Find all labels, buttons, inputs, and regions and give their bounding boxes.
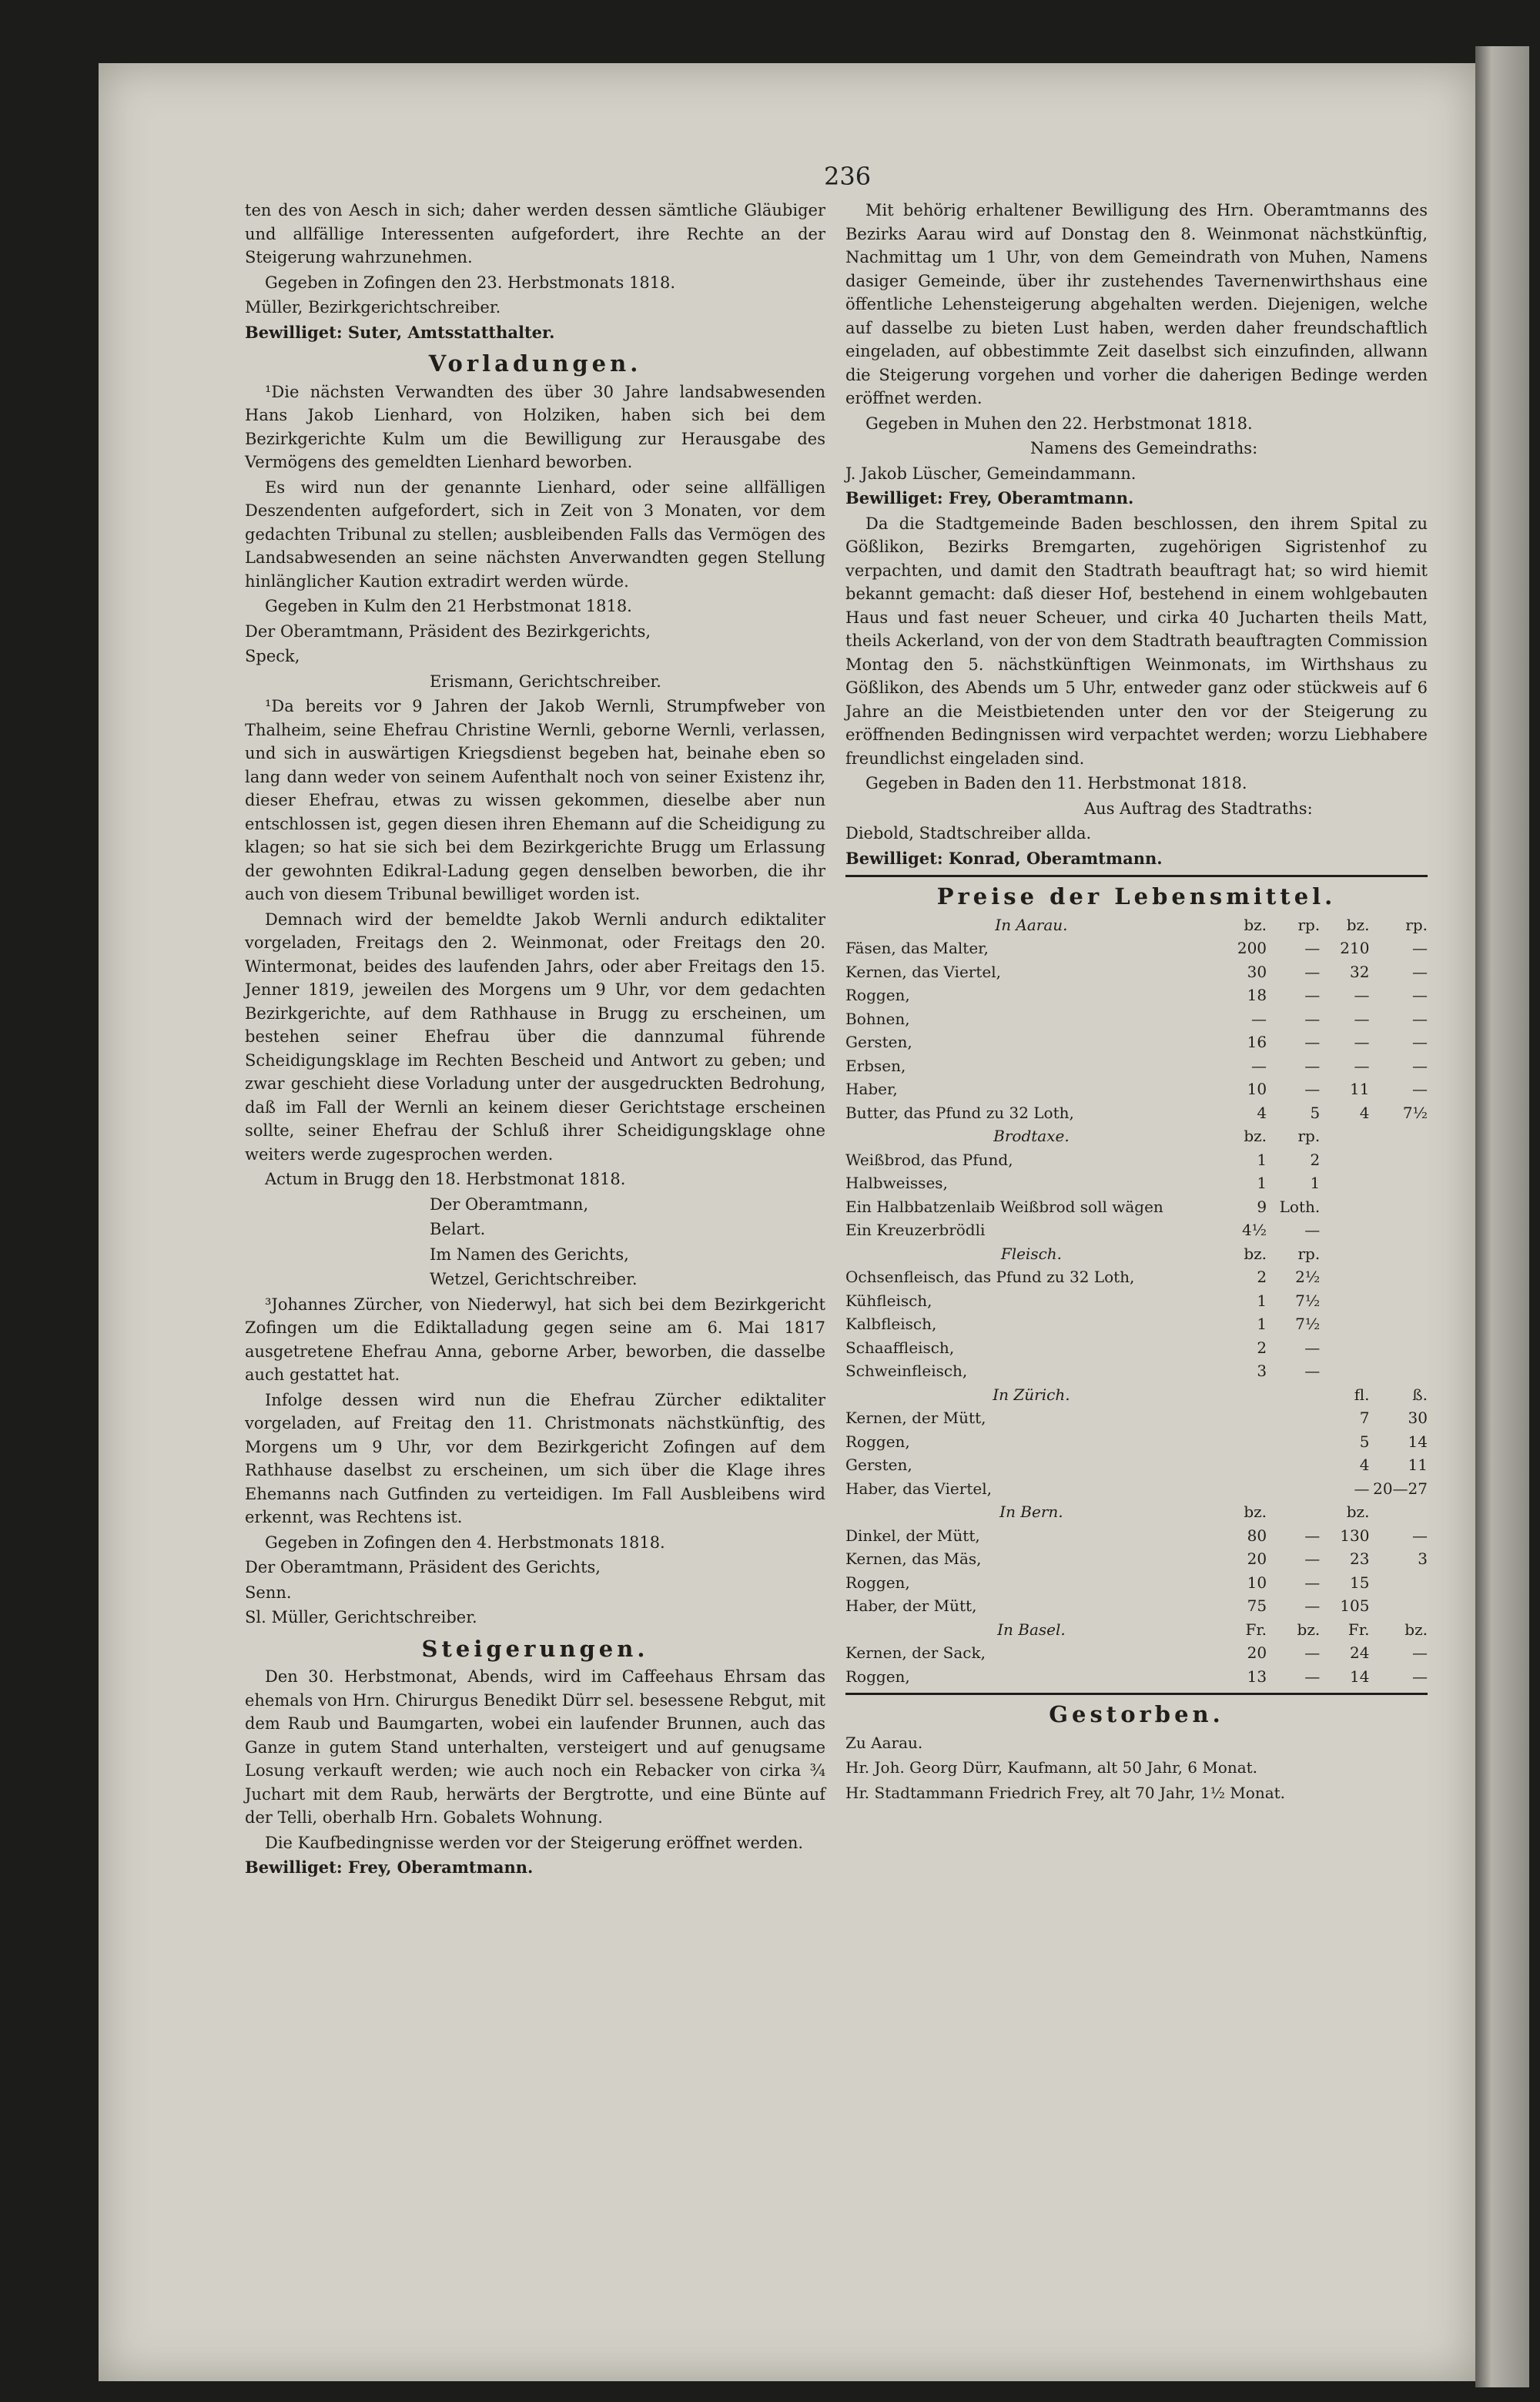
price-item-label: In Basel. [997, 1620, 1066, 1639]
price-value [1320, 1359, 1369, 1383]
price-value: — [1412, 1667, 1428, 1686]
summons-2-signature-2: Belart. [430, 1220, 486, 1238]
price-value [1369, 1312, 1428, 1336]
price-item-label: Fäsen, das Malter, [845, 939, 989, 957]
price-value [1369, 1265, 1428, 1289]
price-item-label: Kalbfleisch, [845, 1315, 937, 1333]
price-value [1267, 1453, 1320, 1477]
price-item-label: Brodtaxe. [993, 1127, 1070, 1145]
price-item-label: Kernen, der Mütt, [845, 1409, 986, 1427]
intro-signer: Müller, Bezirkgerichtschreiber. [245, 298, 501, 317]
price-table-row [845, 1289, 1428, 1313]
price-value: — [1354, 1056, 1370, 1075]
price-table-row [845, 1524, 1428, 1548]
summons-1-text: ¹Die nächsten Verwandten des über 30 Jahre landsabwesenden Hans Jakob Lienhard, von Holziken, haben sich bei dem Bezirkgerichte Kulm um die Bewilligung zur Herausgabe des Vermögens des gemeldten Lienhard beworben. [245, 382, 825, 471]
price-value [1267, 1406, 1320, 1430]
price-item-label: Roggen, [845, 1573, 910, 1592]
price-value: — [1354, 1033, 1370, 1051]
price-item-label: Kernen, der Sack, [845, 1643, 986, 1662]
price-value: — [1304, 1338, 1321, 1357]
price-table-row [845, 1265, 1428, 1289]
price-value: 23 [1349, 1549, 1370, 1568]
price-value [1320, 1265, 1369, 1289]
left-column [245, 199, 825, 1881]
summons-2-text-2: Demnach wird der bemeldte Jakob Wernli andurch ediktaliter vorgeladen, Freitags den 2. Weinmonat, oder Freitags den 20. Wintermonat, beides des laufenden Jahrs, oder aber Freitags den 15. Jenner 1819, jeweilen des Morgens um 9 Uhr, vor dem gedachten Bezirkgerichte, auf dem Rathhause in Brugg zu erscheinen, um bestehen seiner Ehefrau über die dannzumal führende Scheidigungsklage im Rechten Bescheid und Antwort zu geben; und zwar geschieht diese Vorladung unter der ausgedruckten Bedrohung, daß im Fall der Wernli an keinem dieser Gerichtstage erscheinen sollte, seiner Ehefrau der Schluß ihrer Scheidigungsklage ohne weiters werde zugesprochen werden. [245, 910, 825, 1164]
deaths-place: Zu Aarau. [845, 1733, 923, 1752]
price-value: 14 [1408, 1432, 1428, 1451]
price-item-label: Roggen, [845, 1432, 910, 1451]
summons-3-text: ³Johannes Zürcher, von Niederwyl, hat sich bei dem Bezirkgericht Zofingen um die Ediktalladung gegen seine am 6. Mai 1817 ausgetretene Ehefrau Anna, geborne Arber, beworben, die dasselbe auch gestattet hat. [245, 1295, 825, 1384]
price-value [1320, 1195, 1369, 1219]
death-entry: Hr. Stadtammann Friedrich Frey, alt 70 Jahr, 1½ Monat. [845, 1783, 1286, 1802]
price-value: rp. [1405, 915, 1428, 934]
price-value: bz. [1346, 915, 1370, 934]
price-item-label: In Zürich. [993, 1385, 1070, 1404]
price-value: 18 [1247, 986, 1267, 1004]
price-table-row [845, 1547, 1428, 1571]
price-table-row [845, 1030, 1428, 1054]
price-value: — [1304, 1080, 1321, 1098]
price-item-label: Halbweisses, [845, 1174, 948, 1192]
price-value: ß. [1412, 1385, 1428, 1404]
summons-2-date: Actum in Brugg den 18. Herbstmonat 1818. [265, 1170, 626, 1188]
price-table-row [845, 1195, 1428, 1219]
price-value [1267, 1477, 1320, 1501]
price-value [1369, 1594, 1428, 1618]
price-table-row [845, 1171, 1428, 1195]
summons-2-signature-4: Wetzel, Gerichtschreiber. [430, 1270, 638, 1288]
death-entry: Hr. Joh. Georg Dürr, Kaufmann, alt 50 Jahr, 6 Monat. [845, 1758, 1258, 1777]
price-value: — [1304, 1526, 1321, 1545]
price-table-row [845, 1148, 1428, 1172]
price-value: 4 [1257, 1103, 1267, 1122]
price-value: — [1304, 1549, 1321, 1568]
price-value: — [1304, 1009, 1321, 1028]
price-value: 1 [1257, 1150, 1267, 1169]
price-item-label: Weißbrod, das Pfund, [845, 1150, 1013, 1169]
price-table-row [845, 1007, 1428, 1031]
auction-1-text: Den 30. Herbstmonat, Abends, wird im Caffeehaus Ehrsam das ehemals von Hrn. Chirurgus Benedikt Dürr sel. besessene Rebgut, mit dem Raub und Baumgarten, wobei ein laufender Brunnen, auch das Ganze in gutem Stand unterhalten, versteigert und auf genugsame Losung verkauft werden; wie auch noch ein Rebacker von cirka ¾ Juchart mit dem Raub, herwärts der Bergtrotte, und eine Bünte auf der Telli, oberhalb Hrn. Gobalets Wohnung. [245, 1667, 825, 1827]
price-table-row [845, 1054, 1428, 1078]
price-value: 1 [1310, 1174, 1321, 1192]
section-heading-prices: Preise der Lebensmittel. [936, 883, 1337, 910]
price-value: 11 [1349, 1080, 1370, 1098]
summons-3-signature-2: Senn. [245, 1583, 292, 1602]
price-value: 11 [1408, 1456, 1428, 1474]
price-value: — [1304, 962, 1321, 981]
price-value [1369, 1336, 1428, 1360]
price-table-row [845, 983, 1428, 1007]
price-value: 130 [1340, 1526, 1370, 1545]
price-value: 200 [1237, 939, 1267, 957]
price-value: bz. [1244, 915, 1267, 934]
summons-3-date: Gegeben in Zofingen den 4. Herbstmonats 1818. [265, 1533, 665, 1552]
price-item-label: Ein Kreuzerbrödli [845, 1221, 986, 1239]
price-value: 9 [1257, 1197, 1267, 1216]
price-table-row [845, 960, 1428, 984]
price-item-label: Schaaffleisch, [845, 1338, 955, 1357]
price-value: 20 [1247, 1643, 1267, 1662]
price-item-label: Kernen, das Viertel, [845, 962, 1001, 981]
price-value: — [1412, 1033, 1428, 1051]
price-value: 15 [1349, 1573, 1370, 1592]
price-value [1369, 1571, 1428, 1595]
next-page-edge [1475, 46, 1529, 2387]
price-item-label: Haber, das Viertel, [845, 1479, 992, 1498]
price-value: 20—27 [1373, 1479, 1428, 1498]
price-value [1217, 1383, 1267, 1407]
price-value: 30 [1247, 962, 1267, 981]
price-value: 30 [1408, 1409, 1428, 1427]
price-value: — [1412, 939, 1428, 957]
price-value: — [1354, 986, 1370, 1004]
price-table-subheader [845, 1242, 1428, 1266]
summons-3-signature-3: Sl. Müller, Gerichtschreiber. [245, 1608, 477, 1626]
price-item-label: Gersten, [845, 1033, 912, 1051]
auction-2-signature-2: J. Jakob Lüscher, Gemeindammann. [845, 464, 1137, 483]
price-value: 14 [1349, 1667, 1370, 1686]
price-value: bz. [1297, 1620, 1321, 1639]
price-value: 3 [1418, 1549, 1428, 1568]
price-value [1320, 1148, 1369, 1172]
price-value [1217, 1453, 1267, 1477]
price-value: 5 [1310, 1103, 1321, 1122]
price-value: 2 [1310, 1150, 1321, 1169]
price-table-row [845, 1359, 1428, 1383]
price-value: 10 [1247, 1080, 1267, 1098]
price-value [1369, 1195, 1428, 1219]
price-table-subheader [845, 1383, 1428, 1407]
price-value: — [1251, 1056, 1267, 1075]
summons-3-text-2: Infolge dessen wird nun die Ehefrau Zürcher ediktaliter vorgeladen, auf Freitag den 11. Christmonats nächstkünftig, des Morgens um 9 Uhr, vor dem Bezirkgericht Zofingen auf dem Rathhause daselbst zu erscheinen, um sich über die Klage ihres Ehemanns nach Gutfinden zu verteidigen. Im Fall Ausbleibens wird erkennt, was Rechtens ist. [245, 1390, 825, 1526]
price-value: — [1304, 1596, 1321, 1615]
summons-1-signature-3: Erismann, Gerichtschreiber. [430, 672, 661, 691]
price-item-label: Ein Halbbatzenlaib Weißbrod soll wägen [845, 1197, 1163, 1216]
price-value: 105 [1340, 1596, 1370, 1615]
price-table-row [845, 1641, 1428, 1665]
price-value: 75 [1247, 1596, 1267, 1615]
price-value [1267, 1500, 1320, 1524]
price-table-row [845, 1453, 1428, 1477]
price-value: — [1304, 1573, 1321, 1592]
price-table-row [845, 1665, 1428, 1689]
auction-2-signature-1: Namens des Gemeindraths: [1030, 439, 1258, 457]
lease-notice-signature-1: Aus Auftrag des Stadtraths: [1084, 799, 1313, 818]
price-value [1369, 1289, 1428, 1313]
price-value: bz. [1244, 1244, 1267, 1263]
price-value [1320, 1242, 1369, 1266]
price-item-label: In Bern. [999, 1503, 1063, 1521]
price-item-label: Fleisch. [1000, 1244, 1063, 1263]
auction-2-date: Gegeben in Muhen den 22. Herbstmonat 1818. [865, 414, 1253, 433]
price-value: 2½ [1295, 1268, 1321, 1286]
price-item-label: Bohnen, [845, 1009, 910, 1028]
price-item-label: Gersten, [845, 1456, 912, 1474]
price-value [1369, 1500, 1428, 1524]
price-value [1369, 1124, 1428, 1148]
price-table-row [845, 936, 1428, 960]
price-item-label: Ochsenfleisch, das Pfund zu 32 Loth, [845, 1268, 1135, 1286]
price-value: 1 [1257, 1174, 1267, 1192]
page-number: 236 [824, 162, 872, 191]
price-value: — [1412, 962, 1428, 981]
price-table-row [845, 1218, 1428, 1242]
price-value [1320, 1312, 1369, 1336]
summons-2-text: ¹Da bereits vor 9 Jahren der Jakob Wernli, Strumpfweber von Thalheim, seine Ehefrau Christine Wernli, geborne Wernli, verlassen, und sich in auswärtigen Kriegsdienst begeben hat, beinahe eben so lang dann weder von seinem Aufenthalt noch von seiner Existenz ihr, dieser Ehefrau, etwas zu wissen gekommen, dieselbe aber nun entschlossen ist, gegen diesen ihren Ehemann auf die Scheidigung zu klagen; so hat sie sich bei dem Bezirkgerichte Brugg um Erlassung der gewohnten Edikral-Ladung gegen denselben beworben, die ihr auch von diesem Tribunal bewilliget worden ist. [245, 697, 825, 903]
price-value: 4 [1359, 1456, 1370, 1474]
price-value [1369, 1148, 1428, 1172]
price-value: 7½ [1295, 1291, 1321, 1310]
price-value: — [1304, 1033, 1321, 1051]
price-value: — [1251, 1009, 1267, 1028]
price-value: — [1412, 1056, 1428, 1075]
price-value: 2 [1257, 1268, 1267, 1286]
price-value: 2 [1257, 1338, 1267, 1357]
intro-date: Gegeben in Zofingen den 23. Herbstmonats 1818. [265, 273, 676, 292]
price-table-row [845, 1336, 1428, 1360]
price-value [1267, 1430, 1320, 1454]
price-value: rp. [1297, 1244, 1321, 1263]
price-value [1369, 1218, 1428, 1242]
price-table-subheader [845, 1618, 1428, 1642]
price-value: 10 [1247, 1573, 1267, 1592]
price-table-row [845, 1430, 1428, 1454]
price-item-label: Butter, das Pfund zu 32 Loth, [845, 1103, 1074, 1122]
price-value [1217, 1477, 1267, 1501]
price-value: 4 [1359, 1103, 1370, 1122]
price-value: 32 [1349, 962, 1370, 981]
price-value: — [1412, 1643, 1428, 1662]
price-table-row [845, 1571, 1428, 1595]
price-value [1369, 1359, 1428, 1383]
price-value: Fr. [1348, 1620, 1370, 1639]
lease-notice-text: Da die Stadtgemeinde Baden beschlossen, den ihrem Spital zu Gößlikon, Bezirks Bremgarten, zugehörigen Sigristenhof zu verpachten, und damit den Stadtrath beauftragt hat; so wird hiemit bekannt gemacht: daß dieser Hof, bestehend in einem wohlgebauten Haus und fast neuer Scheuer, und cirka 40 Jucharten theils Matt, theils Ackerland, von der von dem Stadtrath beauftragten Commission Montag den 5. nächstkünftigen Weinmonats, im Wirthshaus zu Gößlikon, des Abends um 5 Uhr, entweder ganz oder stückweis auf 6 Jahre an die Meistbietenden unter den vor der Steigerung zu eröffnenden Bedingnissen wird verpachtet werden; worzu Liebhabere freundlichst eingeladen sind. [845, 514, 1428, 768]
deaths-list [845, 1731, 1428, 1805]
lease-notice-approval: Bewilliget: Konrad, Oberamtmann. [845, 848, 1163, 868]
summons-1-date: Gegeben in Kulm den 21 Herbstmonat 1818. [265, 597, 632, 615]
price-item-label: Erbsen, [845, 1056, 906, 1075]
price-table-row [845, 1077, 1428, 1101]
price-value [1320, 1336, 1369, 1360]
summons-1-signature-2: Speck, [245, 647, 300, 665]
price-value: 7½ [1402, 1103, 1428, 1122]
summons-2-signature-3: Im Namen des Gerichts, [430, 1245, 629, 1264]
price-value: — [1304, 986, 1321, 1004]
price-value: — [1354, 1009, 1370, 1028]
price-value: — [1412, 1009, 1428, 1028]
price-value [1217, 1430, 1267, 1454]
auction-2-text: Mit behörig erhaltener Bewilligung des Hrn. Oberamtmanns des Bezirks Aarau wird auf Donstag den 8. Weinmonat nächstkünftig, Nachmittag um 1 Uhr, von dem Gemeindrath von Muhen, Namens dasiger Gemeinde, über ihr zustehendes Tavernenwirthshaus eine öffentliche Lehensteigerung abgehalten werden. Diejenigen, welche auf dasselbe zu bieten Lust haben, werden daher freundschaftlich eingeladen, auf obbestimmte Zeit daselbst sich einzufinden, allwann die Steigerung vorgehen und vorher die daherigen Bedinge werden eröffnet werden. [845, 201, 1428, 407]
summons-2-signature-1: Der Oberamtmann, [430, 1194, 589, 1214]
price-value: — [1304, 1643, 1321, 1662]
price-value [1267, 1383, 1320, 1407]
summons-1-signature-1: Der Oberamtmann, Präsident des Bezirkgerichts, [245, 621, 651, 641]
auction-1-approval: Bewilliget: Frey, Oberamtmann. [245, 1858, 534, 1877]
price-table-row [845, 1101, 1428, 1125]
price-value: Loth. [1279, 1197, 1321, 1216]
price-table-row [845, 1312, 1428, 1336]
price-value [1320, 1289, 1369, 1313]
intro-paragraph: ten des von Aesch in sich; daher werden dessen sämtliche Gläubiger und allfällige Interessenten aufgefordert, ihre Rechte an der Steigerung wahrzunehmen. [245, 201, 825, 266]
price-value: 7½ [1295, 1315, 1321, 1333]
price-value: — [1304, 1362, 1321, 1380]
price-value: bz. [1244, 1503, 1267, 1521]
price-item-label: Haber, der Mütt, [845, 1596, 977, 1615]
price-value: bz. [1244, 1127, 1267, 1145]
price-value [1369, 1171, 1428, 1195]
price-value: rp. [1297, 1127, 1321, 1145]
price-value: 5 [1359, 1432, 1370, 1451]
price-value: 1 [1257, 1291, 1267, 1310]
price-value: 13 [1247, 1667, 1267, 1686]
price-item-label: Roggen, [845, 1667, 910, 1686]
section-divider [845, 1693, 1428, 1695]
price-table-subheader [845, 913, 1428, 937]
section-heading-deaths: Gestorben. [1049, 1701, 1224, 1727]
section-heading-vorladungen: Vorladungen. [428, 350, 642, 377]
price-item-label: Roggen, [845, 986, 910, 1004]
price-value: bz. [1404, 1620, 1428, 1639]
price-value: bz. [1346, 1503, 1370, 1521]
price-value: rp. [1297, 915, 1321, 934]
price-value: — [1412, 986, 1428, 1004]
auction-2-approval: Bewilliget: Frey, Oberamtmann. [845, 488, 1134, 508]
price-value: — [1304, 939, 1321, 957]
price-item-label: Schweinfleisch, [845, 1362, 968, 1380]
price-value: 20 [1247, 1549, 1267, 1568]
price-table-row [845, 1594, 1428, 1618]
price-item-label: In Aarau. [995, 915, 1068, 934]
intro-approval: Bewilliget: Suter, Amtsstatthalter. [245, 322, 555, 342]
summons-1-text-2: Es wird nun der genannte Lienhard, oder seine allfälligen Deszendenten aufgefordert, sich in Zeit von 3 Monaten, vor dem gedachten Tribunal zu stellen; ausbleibenden Falls das Vermögen des Landsabwesenden an seine nächsten Anverwandten gegen Stellung hinlänglicher Kaution extradirt werden würde. [245, 477, 825, 591]
price-value: 7 [1359, 1409, 1370, 1427]
price-value: 1 [1257, 1315, 1267, 1333]
price-item-label: Haber, [845, 1080, 898, 1098]
price-item-label: Dinkel, der Mütt, [845, 1526, 980, 1545]
price-value [1217, 1406, 1267, 1430]
price-value: — [1412, 1080, 1428, 1098]
price-value [1320, 1171, 1369, 1195]
price-value: 3 [1257, 1362, 1267, 1380]
price-item-label: Kernen, das Mäs, [845, 1549, 982, 1568]
right-column [845, 199, 1428, 1806]
section-heading-steigerungen: Steigerungen. [421, 1635, 649, 1662]
lease-notice-date: Gegeben in Baden den 11. Herbstmonat 1818. [865, 774, 1247, 792]
lease-notice-signature-2: Diebold, Stadtschreiber allda. [845, 824, 1092, 843]
auction-1-text-2: Die Kaufbedingnisse werden vor der Steigerung eröffnet werden. [265, 1833, 804, 1852]
price-value: 210 [1340, 939, 1370, 957]
price-value: 4½ [1241, 1221, 1267, 1239]
price-item-label: Kühfleisch, [845, 1291, 932, 1310]
price-value: — [1304, 1221, 1321, 1239]
price-value: Fr. [1245, 1620, 1267, 1639]
price-table [845, 913, 1428, 1689]
price-value: — [1412, 1526, 1428, 1545]
price-value: — [1354, 1479, 1370, 1498]
price-value: 24 [1349, 1643, 1370, 1662]
summons-3-signature-1: Der Oberamtmann, Präsident des Gerichts, [245, 1558, 601, 1576]
price-table-subheader [845, 1500, 1428, 1524]
price-table-row [845, 1406, 1428, 1430]
price-value: 80 [1247, 1526, 1267, 1545]
price-value: fl. [1354, 1385, 1370, 1404]
price-value: 16 [1247, 1033, 1267, 1051]
price-value [1320, 1218, 1369, 1242]
section-divider [845, 875, 1428, 877]
price-value [1320, 1124, 1369, 1148]
price-value: — [1304, 1056, 1321, 1075]
price-table-row [845, 1477, 1428, 1501]
price-table-subheader [845, 1124, 1428, 1148]
price-value [1369, 1242, 1428, 1266]
price-value: — [1304, 1667, 1321, 1686]
